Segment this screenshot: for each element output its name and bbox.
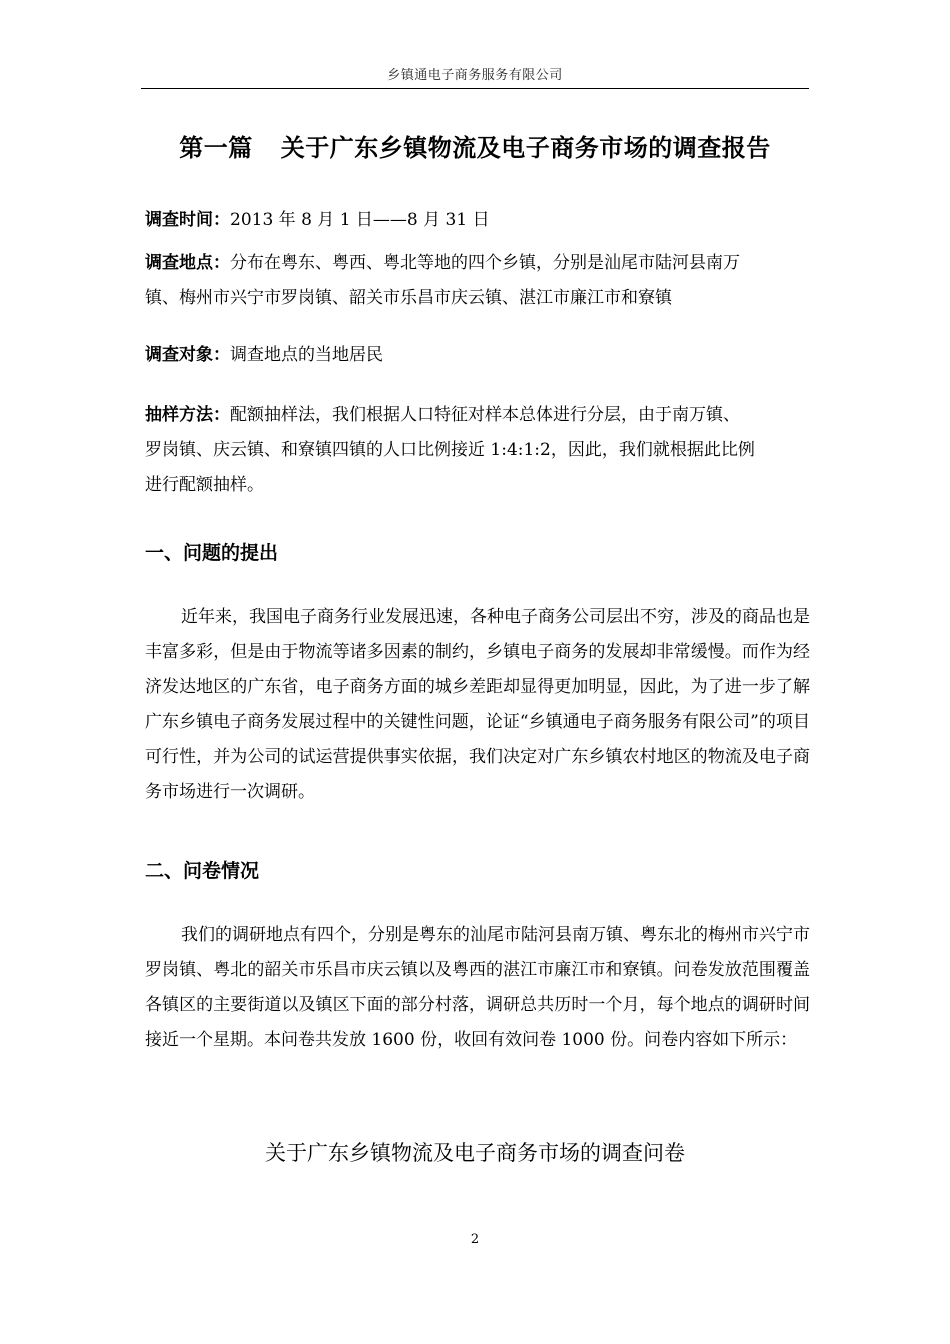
document-title — [0, 128, 950, 163]
target-value: 调查地点的当地居民 — [230, 345, 383, 365]
section-2-heading: 二、问卷情况 — [145, 860, 260, 882]
section-1-line: 商品也是丰富多彩，但是由于物流等诸多因素的制约，乡镇电子商务的发展却非 — [145, 607, 810, 662]
time-label: 调查时间： — [145, 210, 230, 230]
location-line-1: 分布在粤东、粤西、粤北等地的四个乡镇，分别是汕尾市陆河县南万 — [230, 253, 740, 273]
section-2-paragraph — [145, 918, 810, 1058]
section-2-line: 市兴宁市罗岗镇、粤北的韶关市乐昌市庆云镇以及粤西的湛江市廉江市和寮镇。 — [145, 925, 810, 980]
location-line-2: 镇、梅州市兴宁市罗岗镇、韶关市乐昌市庆云镇、湛江市廉江市和寮镇 — [145, 288, 672, 308]
section-2-line: 我们的调研地点有四个，分别是粤东的汕尾市陆河县南万镇、粤东北的梅州 — [181, 925, 742, 945]
section-2-line: 卷 1000 份。问卷内容如下所示： — [539, 1030, 798, 1050]
time-value: 2013 年 8 月 1 日——8 月 31 日 — [230, 210, 490, 230]
section-1-line: 镇通电子商务服务有限公司”的项目可行性，并为公司的试运营提供事实依据， — [145, 712, 810, 767]
sampling-label: 抽样方法： — [145, 405, 230, 425]
section-2-line: 问卷发放范围覆盖各镇区的主要街道以及镇区下面的部分村落，调研总共历时一 — [145, 960, 811, 1015]
sampling-line-1: 配额抽样法，我们根据人口特征对样本总体进行分层，由于南万镇、 — [230, 405, 740, 425]
survey-target — [145, 338, 810, 373]
section-1-line: 我们决定对广东乡镇农村地区的物流及电子商务市场进行一次调研。 — [145, 747, 810, 802]
section-1-line: 显，因此，为了进一步了解广东乡镇电子商务发展过程中的关键性问题，论证“乡 — [145, 677, 811, 732]
questionnaire-title: 关于广东乡镇物流及电子商务市场的调查问卷 — [265, 1141, 685, 1165]
sampling-method — [145, 398, 810, 503]
section-1-line: 近年来，我国电子商务行业发展迅速，各种电子商务公司层出不穷，涉及的 — [181, 607, 742, 627]
page-number: 2 — [470, 1232, 480, 1247]
sampling-line-3: 进行配额抽样。 — [145, 475, 264, 495]
survey-time — [145, 203, 810, 238]
title-part: 第一篇 — [179, 134, 253, 162]
survey-location — [145, 246, 810, 316]
section-2-line: 个月，每个地点的调研时间接近一个星期。本问卷共发放 1600 份，收回有效问 — [145, 995, 811, 1050]
running-header: 乡镇通电子商务服务有限公司 — [387, 68, 563, 83]
header-divider — [141, 88, 809, 89]
section-1-line: 常缓慢。而作为经济发达地区的广东省，电子商务方面的城乡差距却显得更加明 — [145, 642, 811, 697]
title-text: 关于广东乡镇物流及电子商务市场的调查报告 — [280, 134, 771, 162]
sampling-line-2: 罗岗镇、庆云镇、和寮镇四镇的人口比例接近 1:4:1:2，因此，我们就根据此比例 — [145, 440, 755, 460]
target-label: 调查对象： — [145, 345, 230, 365]
location-label: 调查地点： — [145, 253, 230, 273]
section-1-heading: 一、问题的提出 — [145, 542, 279, 564]
section-1-paragraph — [145, 600, 810, 810]
